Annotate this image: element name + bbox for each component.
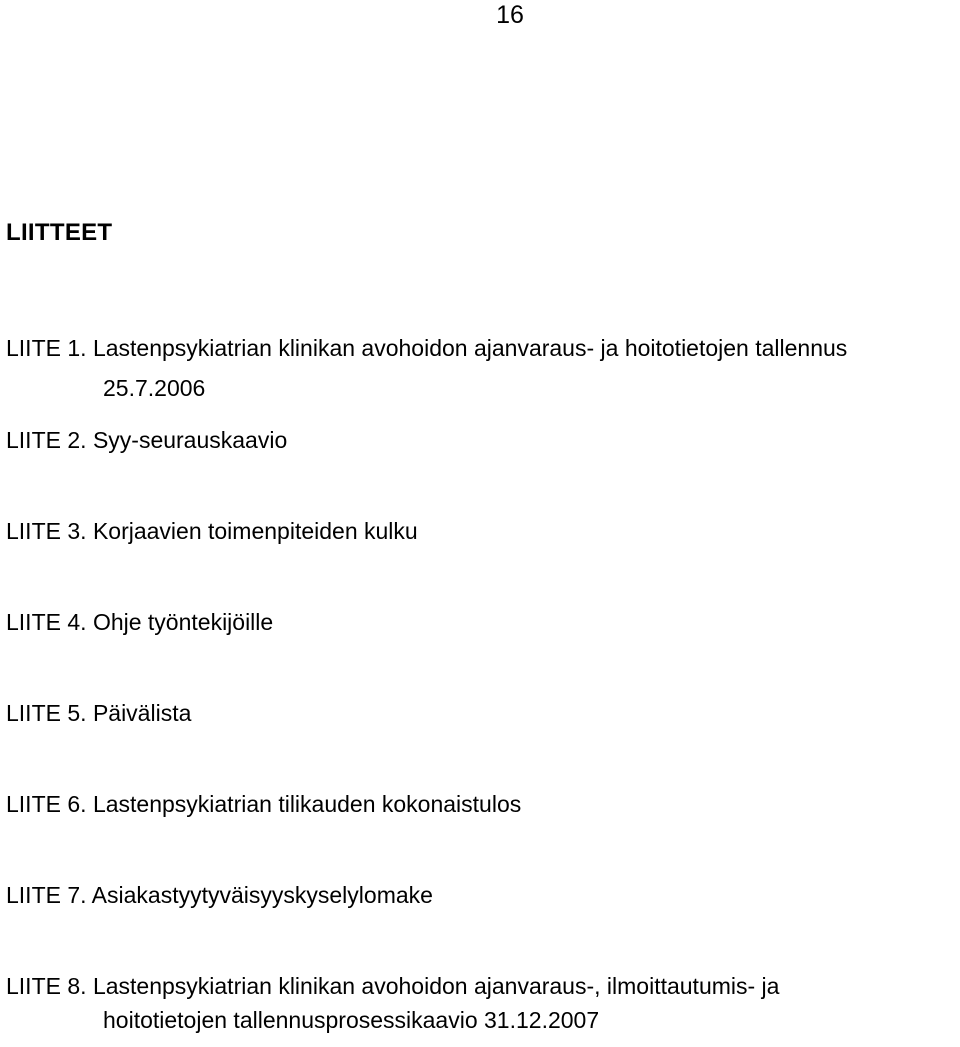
appendix-description: Päivälista: [92, 700, 192, 726]
appendix-entry-2: [6, 426, 287, 454]
appendix-code: LIITE 6.: [6, 791, 87, 817]
appendix-description: Syy-seurauskaavio: [92, 427, 288, 453]
appendix-description: Korjaavien toimenpiteiden kulku: [92, 518, 418, 544]
appendices-heading: LIITTEET: [6, 219, 113, 246]
appendix-description: Lastenpsykiatrian tilikauden kokonaistulos: [92, 791, 522, 817]
appendix-entry-7: [6, 881, 433, 909]
appendix-description: Ohje työntekijöille: [92, 609, 274, 635]
appendix-entry-8: [6, 972, 779, 1034]
appendix-entry-3: [6, 517, 418, 545]
page-number: 16: [496, 1, 524, 29]
appendix-entry-1: [6, 334, 847, 402]
appendix-description-continuation: 25.7.2006: [103, 375, 206, 401]
appendix-description: Lastenpsykiatrian klinikan avohoidon ajanvaraus- ja hoitotietojen tallennus: [92, 335, 848, 361]
appendix-description-continuation: hoitotietojen tallennusprosessikaavio 31.12.2007: [103, 1007, 600, 1033]
appendix-entry-6: [6, 790, 521, 818]
appendix-code: LIITE 4.: [6, 609, 87, 635]
appendix-code: LIITE 3.: [6, 518, 87, 544]
appendix-code: LIITE 1.: [6, 335, 87, 361]
appendix-code: LIITE 2.: [6, 427, 87, 453]
appendix-description: Asiakastyytyväisyyskyselylomake: [91, 882, 433, 908]
appendix-description: Lastenpsykiatrian klinikan avohoidon ajanvaraus-, ilmoittautumis- ja: [92, 973, 780, 999]
appendix-code: LIITE 7.: [6, 882, 87, 908]
appendix-code: LIITE 8.: [6, 973, 87, 999]
appendix-entry-4: [6, 608, 273, 636]
appendix-code: LIITE 5.: [6, 700, 87, 726]
appendix-entry-5: [6, 699, 191, 727]
